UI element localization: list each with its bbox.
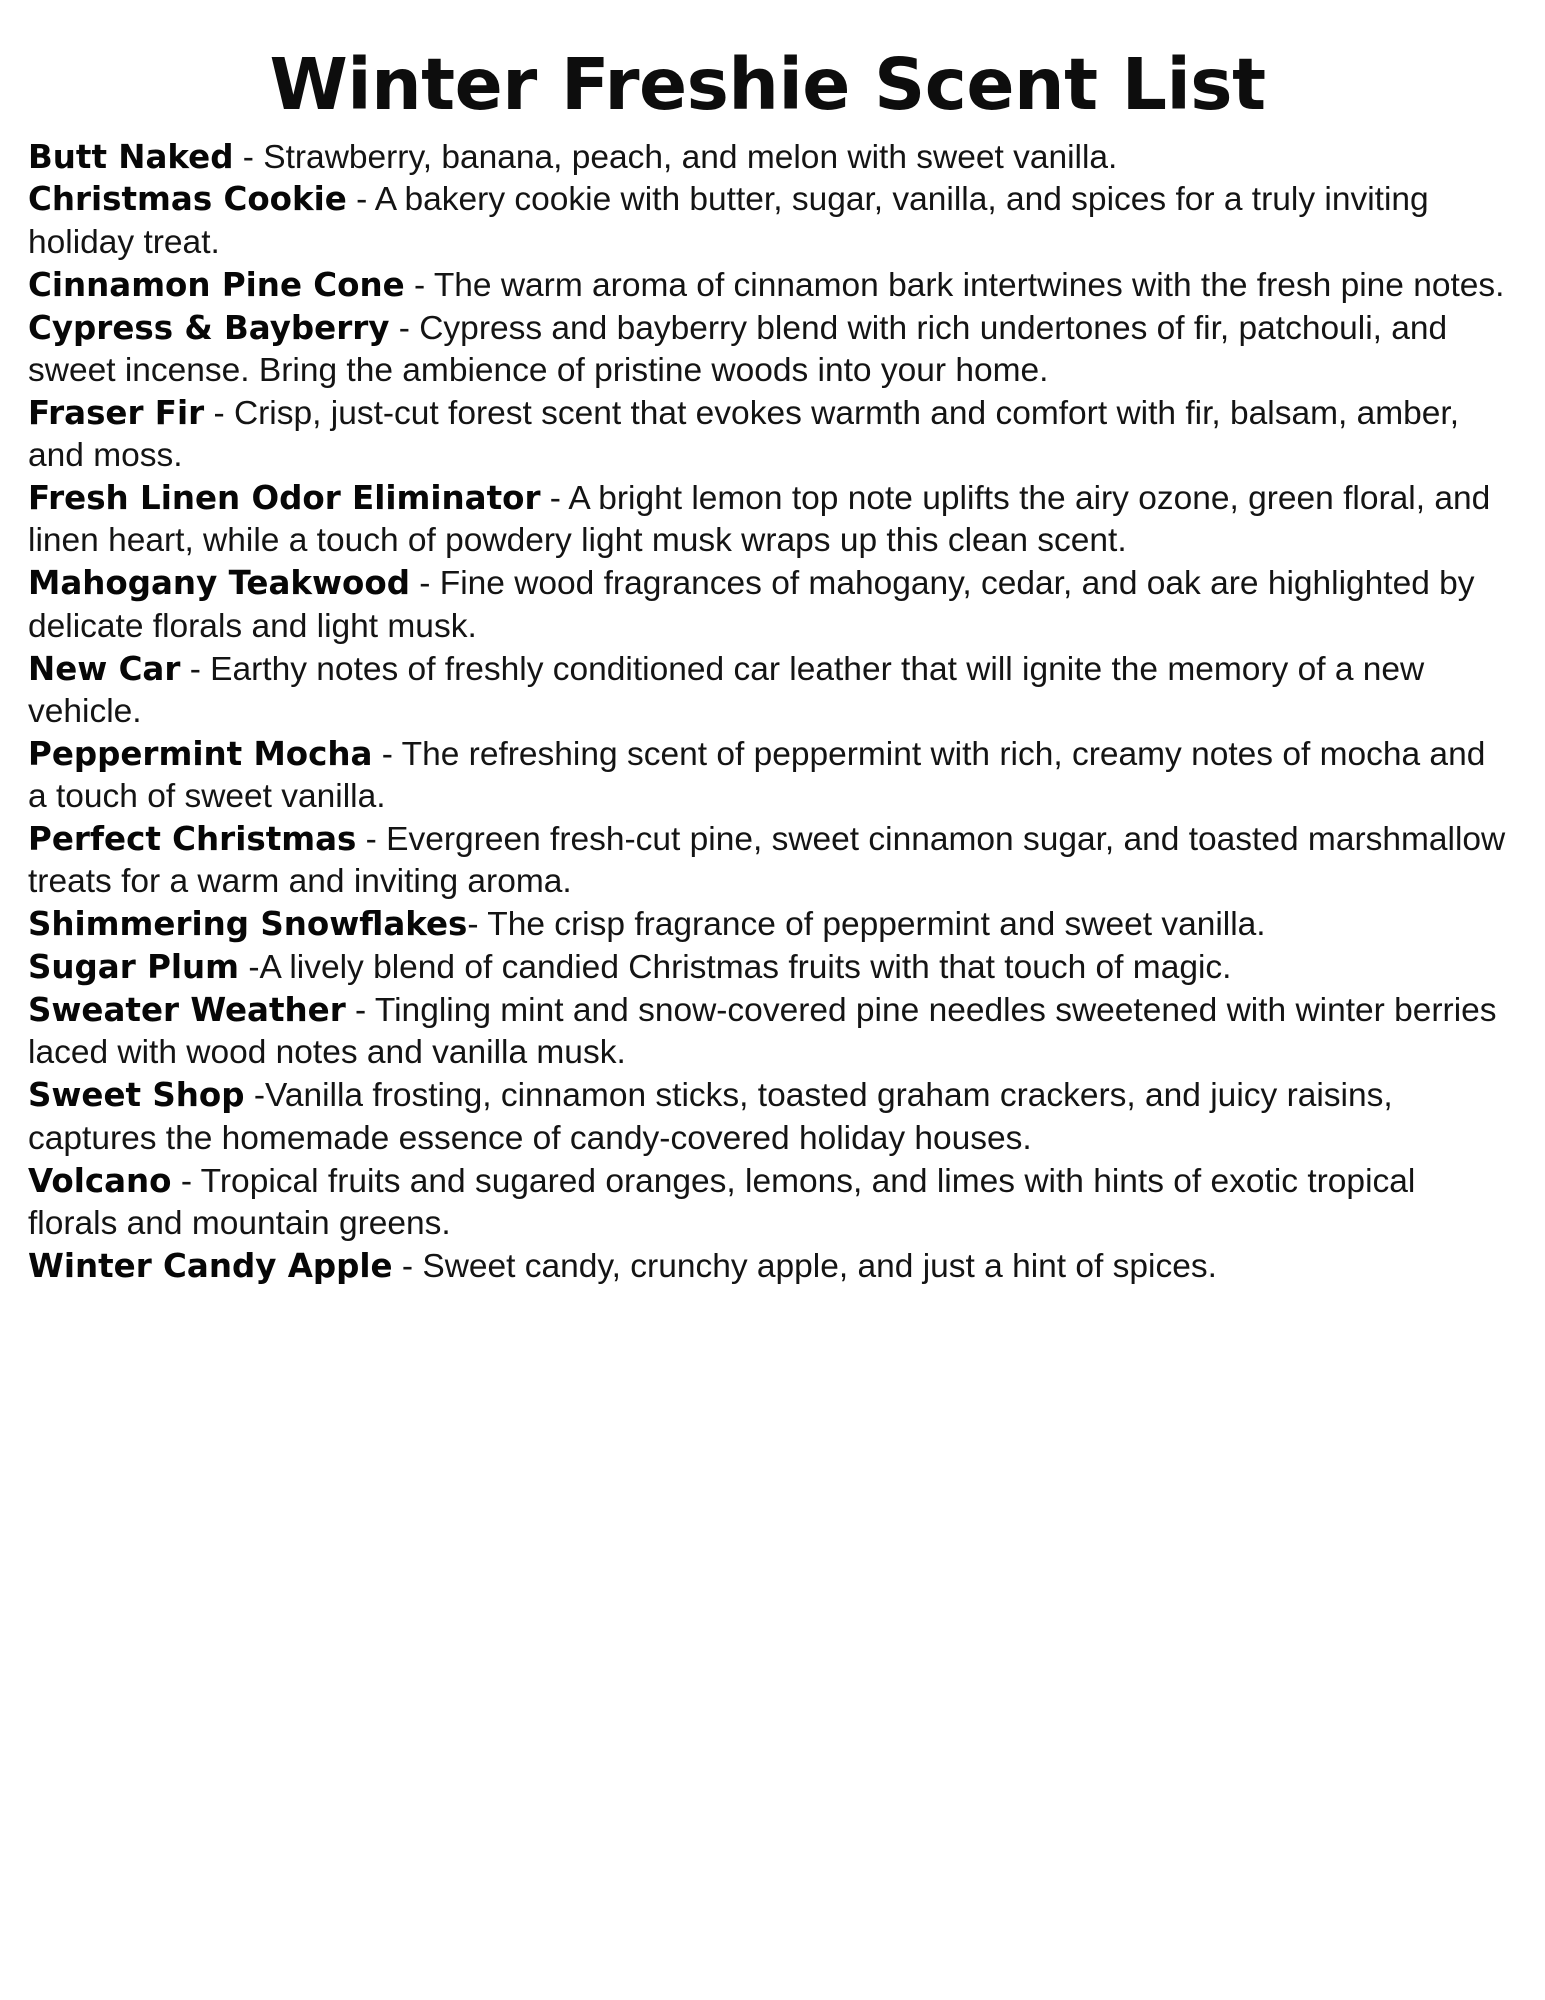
scent-name: New Car — [28, 649, 181, 688]
scent-description: -A lively blend of candied Christmas fruits with that touch of magic. — [239, 949, 1232, 987]
list-item — [28, 179, 1507, 264]
scent-name: Cinnamon Pine Cone — [28, 265, 405, 304]
scent-list — [28, 137, 1507, 1289]
scent-description: - Cypress and bayberry blend with rich undertones of fir, patchouli, and sweet incense. Bring the ambience of pristine woods into your home. — [28, 309, 1448, 389]
scent-name: Peppermint Mocha — [28, 734, 373, 773]
scent-description: - Sweet candy, crunchy apple, and just a hint of spices. — [392, 1247, 1217, 1285]
scent-name: Volcano — [28, 1161, 172, 1200]
scent-description: - The warm aroma of cinnamon bark intertwines with the fresh pine notes. — [404, 266, 1505, 304]
scent-name: Butt Naked — [28, 137, 234, 176]
scent-description: - Evergreen fresh-cut pine, sweet cinnamon sugar, and toasted marshmallow treats for a warm and inviting aroma. — [28, 821, 1506, 901]
list-item — [28, 563, 1507, 648]
list-item — [28, 734, 1507, 819]
scent-description: - A bright lemon top note uplifts the airy ozone, green floral, and linen heart, while a touch of powdery light musk wraps up this clean scent. — [28, 480, 1491, 560]
list-item — [28, 649, 1507, 734]
scent-description: - Tropical fruits and sugared oranges, lemons, and limes with hints of exotic tropical florals and mountain greens. — [28, 1162, 1416, 1242]
scent-description: - Fine wood fragrances of mahogany, cedar, and oak are highlighted by delicate florals and light musk. — [28, 565, 1475, 645]
scent-name: Mahogany Teakwood — [28, 564, 410, 603]
scent-name: Sugar Plum — [28, 948, 240, 987]
scent-description: - A bakery cookie with butter, sugar, vanilla, and spices for a truly inviting holiday treat. — [28, 181, 1429, 261]
list-item — [28, 1075, 1507, 1160]
scent-description: -Vanilla frosting, cinnamon sticks, toasted graham crackers, and juicy raisins, captures the homemade essence of candy-covered holiday houses. — [28, 1077, 1393, 1157]
list-item — [28, 1161, 1507, 1246]
scent-name: Perfect Christmas — [28, 820, 357, 859]
scent-description: - Earthy notes of freshly conditioned car leather that will ignite the memory of a new vehicle. — [28, 650, 1425, 730]
list-item — [28, 947, 1507, 989]
scent-name: Christmas Cookie — [28, 180, 347, 219]
list-item — [28, 904, 1507, 946]
scent-name: Shimmering Snowflakes — [28, 905, 468, 944]
scent-description: - Tingling mint and snow-covered pine needles sweetened with winter berries laced with wood notes and vanilla musk. — [28, 992, 1497, 1072]
list-item — [28, 478, 1507, 563]
page-title: Winter Freshie Scent List — [269, 43, 1266, 126]
scent-name: Sweater Weather — [28, 991, 346, 1030]
list-item — [28, 137, 1507, 179]
scent-name: Fresh Linen Odor Eliminator — [28, 479, 541, 518]
scent-description: - Crisp, just-cut forest scent that evokes warmth and comfort with fir, balsam, amber, and moss. — [28, 394, 1460, 475]
list-item — [28, 308, 1507, 393]
list-item — [28, 1246, 1507, 1288]
scent-name: Cypress & Bayberry — [28, 308, 390, 347]
list-item — [28, 819, 1507, 904]
list-item — [28, 393, 1507, 478]
list-item — [28, 990, 1507, 1075]
list-item — [28, 265, 1507, 307]
scent-description: - Strawberry, banana, peach, and melon with sweet vanilla. — [233, 138, 1118, 176]
scent-description: - The crisp fragrance of peppermint and sweet vanilla. — [467, 906, 1266, 944]
scent-name: Winter Candy Apple — [28, 1246, 393, 1285]
scent-name: Sweet Shop — [28, 1076, 245, 1115]
scent-name: Fraser Fir — [28, 393, 205, 432]
scent-description: - The refreshing scent of peppermint with rich, creamy notes of mocha and a touch of sweet vanilla. — [28, 735, 1486, 816]
